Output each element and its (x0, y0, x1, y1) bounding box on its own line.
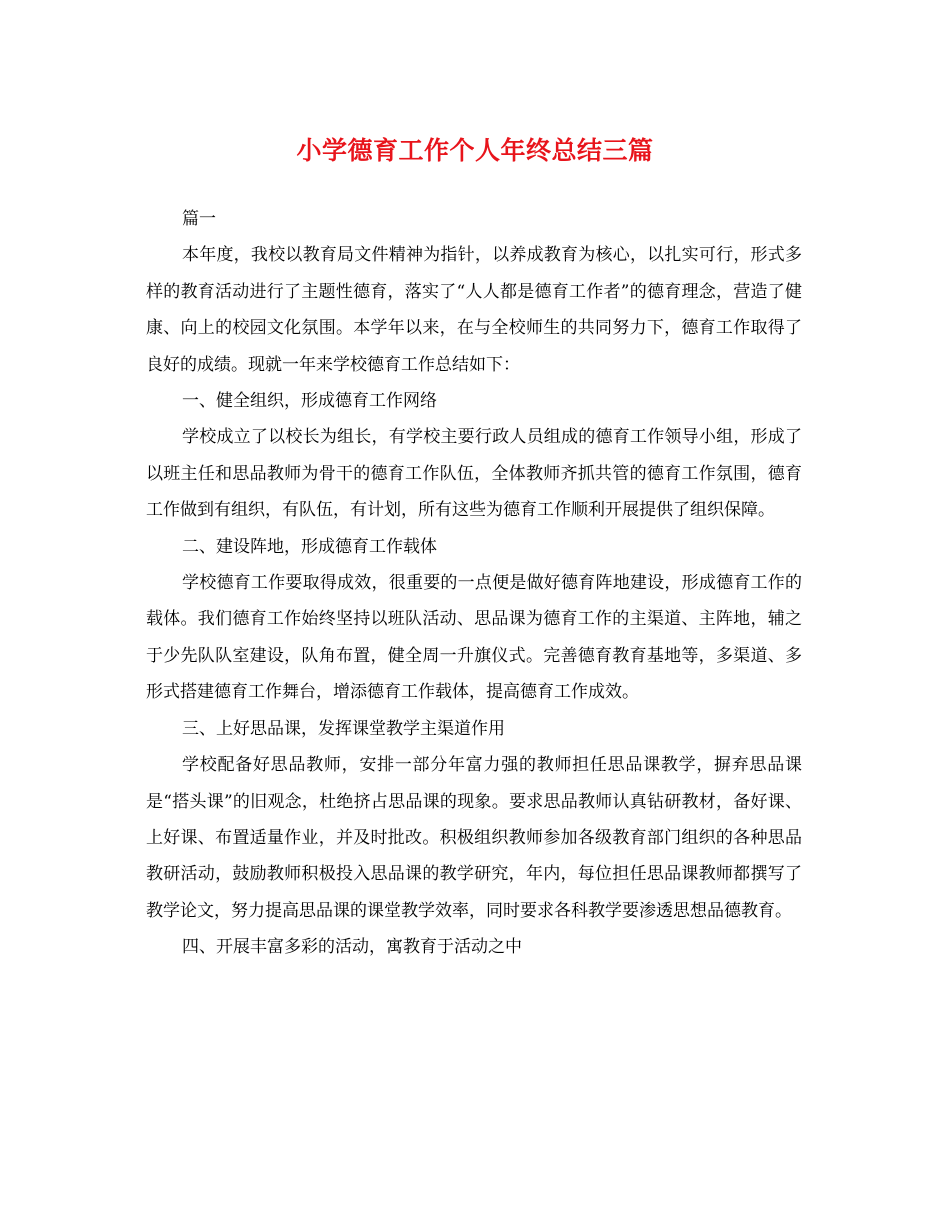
paragraph-intro: 本年度，我校以教育局文件精神为指针，以养成教育为核心，以扎实可行，形式多样的教育活动进行了主题性德育，落实了“人人都是德育工作者”的德育理念，营造了健康、向上的校园文化氛围。本学年以来，在与全校师生的共同努力下，德育工作取得了良好的成绩。现就一年来学校德育工作总结如下： (146, 245, 802, 375)
heading-1: 一、健全组织，形成德育工作网络 (182, 391, 437, 412)
document-body (146, 201, 802, 966)
section-label: 篇一 (182, 209, 216, 229)
paragraph-3: 学校配备好思品教师，安排一部分年富力强的教师担任思品课教学，摒弃思品课是“搭头课”的旧观念，杜绝挤占思品课的现象。要求思品教师认真钻研教材，备好课、上好课、布置适量作业，并及时批改。积极组织教师参加各级教育部门组织的各种思品教研活动，鼓励教师积极投入思品课的教学研究，年内，每位担任思品课教师都撰写了教学论文，努力提高思品课的课堂教学效率，同时要求各科教学要渗透思想品德教育。 (146, 755, 802, 921)
document-title: 小学德育工作个人年终总结三篇 (296, 136, 654, 165)
heading-2: 二、建设阵地，形成德育工作载体 (182, 536, 437, 557)
paragraph-2: 学校德育工作要取得成效，很重要的一点便是做好德育阵地建设，形成德育工作的载体。我们德育工作始终坚持以班队活动、思品课为德育工作的主渠道、主阵地，辅之于少先队队室建设，队角布置，健全周一升旗仪式。完善德育教育基地等，多渠道、多形式搭建德育工作舞台，增添德育工作载体，提高德育工作成效。 (146, 573, 802, 703)
heading-3: 三、上好思品课，发挥课堂教学主渠道作用 (182, 718, 505, 739)
paragraph-1: 学校成立了以校长为组长，有学校主要行政人员组成的德育工作领导小组，形成了以班主任和思品教师为骨干的德育工作队伍，全体教师齐抓共管的德育工作氛围，德育工作做到有组织，有队伍，有计划，所有这些为德育工作顺利开展提供了组织保障。 (146, 427, 802, 521)
heading-4: 四、开展丰富多彩的活动，寓教育于活动之中 (182, 937, 522, 958)
